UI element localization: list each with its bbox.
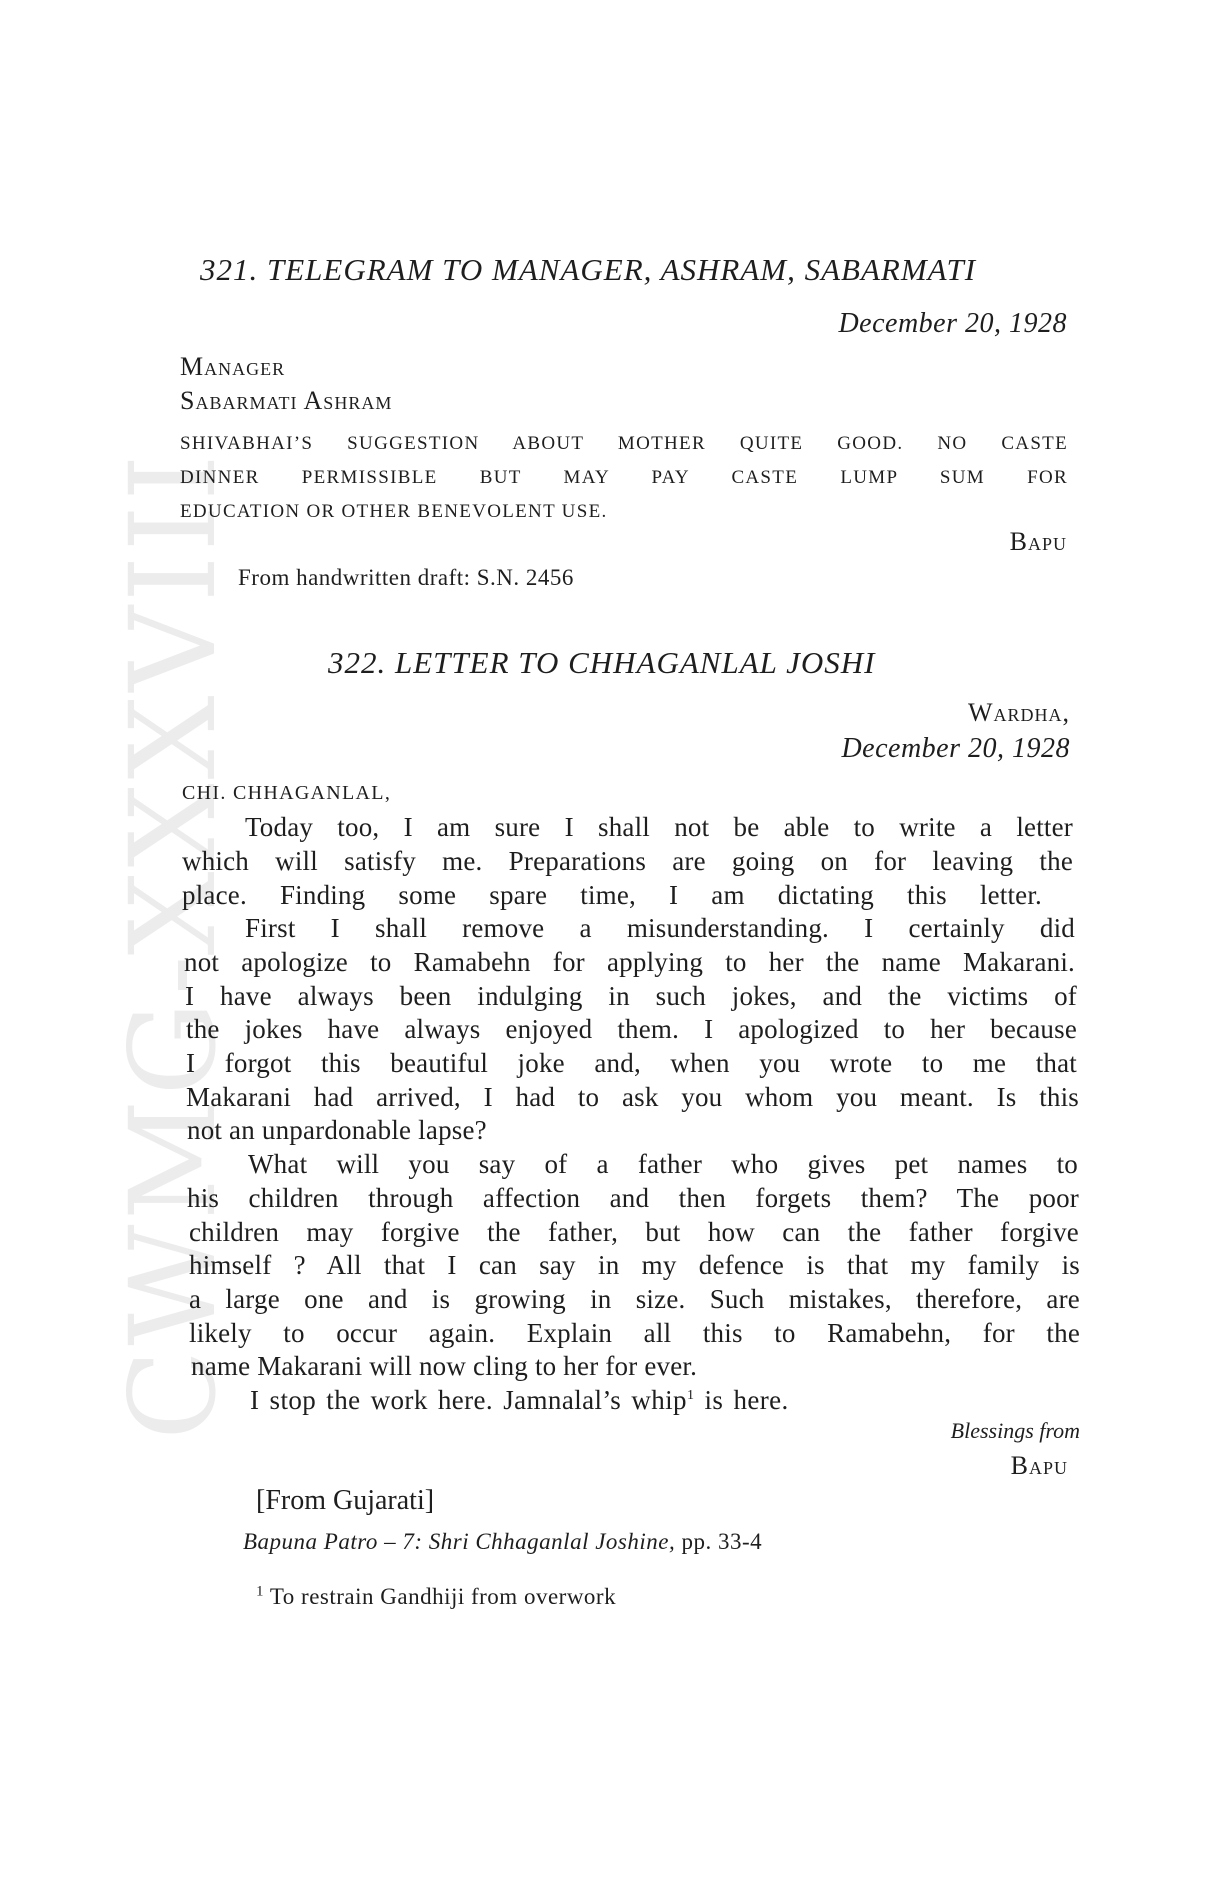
letter-line-13: children may forgive the father, but how can the father forgive [189,1217,1079,1247]
letter-line-17: name Makarani will now cling to her for ever. [191,1351,698,1381]
letter-last-line-text: I stop the work here. Jamnalal’s whip [250,1385,687,1415]
footnote-mark: 1 [256,1583,264,1600]
letter-line-8: I forgot this beautiful joke and, when you wrote to me that [186,1048,1077,1078]
closing: Blessings from [950,1418,1080,1443]
letter-line-14: himself ? All that I can say in my defence is that my family is [189,1250,1080,1280]
doc-321-heading: 321. TELEGRAM TO MANAGER, ASHRAM, SABARMATI [200,252,977,287]
letter-line-7: the jokes have always enjoyed them. I apologized to her because [186,1014,1077,1044]
letter-line-9: Makarani had arrived, I had to ask you whom you meant. Is this [186,1082,1079,1112]
letter-line-3: place. Finding some spare time, I am dictating this letter. [182,880,1042,910]
watermark: CWMG-XXXVIII [104,450,242,1440]
footnote-text: To restrain Gandhiji from overwork [269,1584,617,1609]
doc-321-signature: Bapu [1009,527,1067,556]
addressee-line-2: Sabarmati Ashram [180,386,393,415]
telegram-line-2: DINNER PERMISSIBLE BUT MAY PAY CASTE LUMP SUM FOR [180,467,1068,488]
letter-line-11: What will you say of a father who gives pet names to [248,1149,1078,1179]
letter-line-10: not an unpardonable lapse? [187,1115,487,1145]
letter-line-1: Today too, I am sure I shall not be able to write a letter [245,812,1073,842]
doc-321-date: December 20, 1928 [838,308,1067,339]
telegram-line-3: EDUCATION OR OTHER BENEVOLENT USE. [180,501,608,522]
letter-line-2: which will satisfy me. Preparations are going on for leaving the [182,846,1073,876]
letter-line-16: likely to occur again. Explain all this to Ramabehn, for the [189,1318,1080,1348]
letter-line-6: I have always been indulging in such jokes, and the victims of [185,981,1077,1011]
doc-321-source: From handwritten draft: S.N. 2456 [238,565,574,590]
salutation: CHI. CHHAGANLAL, [182,782,392,804]
letter-line-15: a large one and is growing in size. Such mistakes, therefore, are [189,1284,1080,1314]
letter-line-5: not apologize to Ramabehn for applying to her the name Makarani. [184,947,1075,977]
telegram-line-1: SHIVABHAI’S SUGGESTION ABOUT MOTHER QUITE GOOD. NO CASTE [180,433,1068,454]
letter-line-12: his children through affection and then forgets them? The poor [187,1183,1079,1213]
letter-last-line-end: is here. [694,1385,789,1415]
doc-322-source [243,1529,762,1555]
doc-322-date: December 20, 1928 [841,733,1070,764]
addressee-line-1: Manager [180,352,286,381]
source-pages: pp. 33-4 [675,1529,763,1554]
doc-322-signature: Bapu [1010,1451,1068,1480]
footnote [256,1584,616,1610]
letter-last-line [250,1385,789,1416]
source-language: [From Gujarati] [256,1485,435,1516]
source-title: Bapuna Patro – 7: Shri Chhaganlal Joshine, [243,1529,676,1554]
letter-line-4: First I shall remove a misunderstanding. I certainly did [245,913,1075,943]
doc-322-place: Wardha, [967,698,1070,727]
doc-322-heading: 322. LETTER TO CHHAGANLAL JOSHI [328,645,876,680]
footnote-reference: 1 [686,1388,695,1403]
